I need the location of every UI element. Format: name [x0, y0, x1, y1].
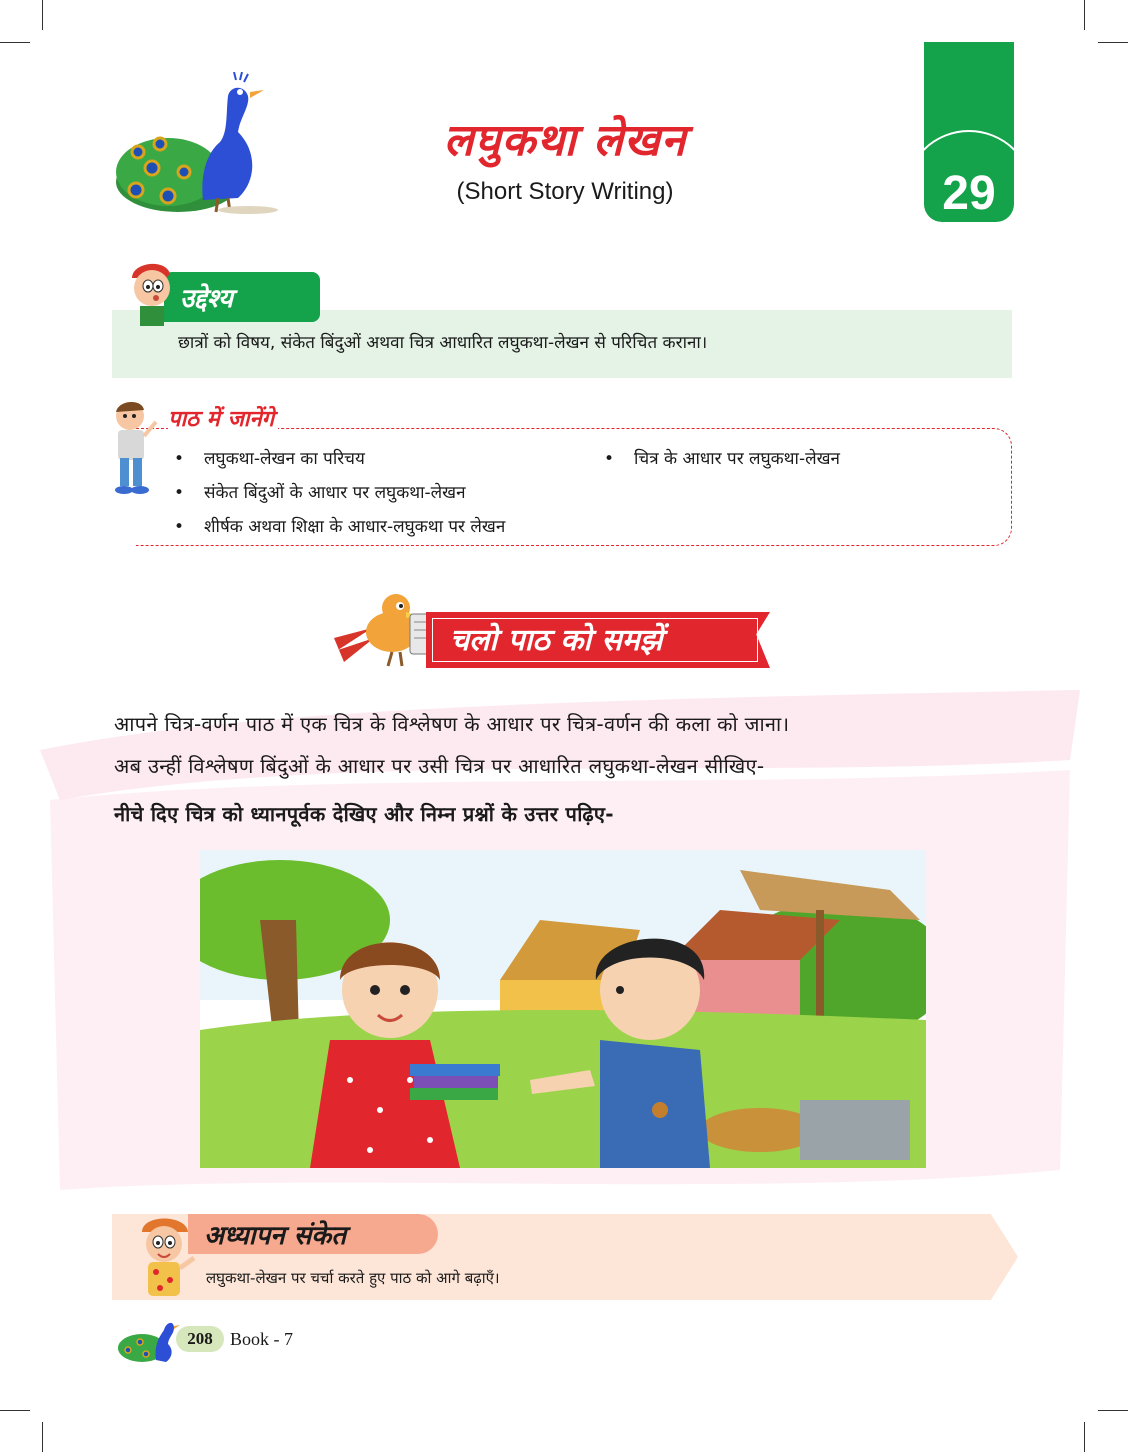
chapter-tab: [924, 42, 1014, 222]
body-paragraph-line: अब उन्हीं विश्लेषण बिंदुओं के आधार पर उसी चित्र पर आधारित लघुकथा-लेखन सीखिए-: [114, 754, 765, 778]
page-subtitle: (Short Story Writing): [456, 178, 674, 205]
learn-title: पाठ में जानेंगे: [168, 403, 278, 433]
book-label: Book - 7: [230, 1329, 293, 1349]
list-item-text: शीर्षक अथवा शिक्षा के आधार-लघुकथा पर लेखन: [204, 517, 506, 537]
crop-mark: [0, 42, 30, 43]
list-item-text: संकेत बिंदुओं के आधार पर लघुकथा-लेखन: [204, 483, 466, 503]
crop-mark: [1098, 1410, 1128, 1411]
crop-mark: [1098, 42, 1128, 43]
bullet-dot: •: [174, 483, 185, 503]
boy-waving-icon: [130, 1212, 200, 1298]
teaching-note-text: लघुकथा-लेखन पर चर्चा करते हुए पाठ को आगे बढ़ाएँ।: [206, 1269, 500, 1287]
list-item: [174, 446, 365, 469]
crop-mark: [42, 0, 43, 30]
list-item-text: चित्र के आधार पर लघुकथा-लेखन: [634, 449, 840, 469]
body-paragraph-line: आपने चित्र-वर्णन पाठ में एक चित्र के विश्लेषण के आधार पर चित्र-वर्णन की कला को जाना।: [114, 712, 790, 736]
crop-mark: [42, 1422, 43, 1452]
peacock-icon: [116, 1314, 182, 1364]
bullet-dot: •: [174, 517, 185, 537]
teaching-note-label: अध्यापन संकेत: [204, 1221, 347, 1251]
boy-mascot-icon: [126, 256, 178, 326]
objective-text: छात्रों को विषय, संकेत बिंदुओं अथवा चित्र आधारित लघुकथा-लेखन से परिचित कराना।: [178, 333, 708, 353]
bullet-dot: •: [174, 449, 185, 469]
page-title: लघुकथा लेखन: [443, 115, 687, 166]
chapter-number: 29: [942, 167, 996, 220]
boy-pointing-icon: [108, 396, 158, 496]
objective-label: उद्देश्य: [180, 284, 233, 314]
peacock-icon: [108, 72, 280, 218]
title-block: [340, 108, 790, 206]
list-item: [604, 446, 840, 469]
crop-mark: [1084, 0, 1085, 30]
list-item: [174, 514, 505, 537]
girl-giving-books-to-boy-illustration: [200, 850, 926, 1168]
body-instruction: नीचे दिए चित्र को ध्यानपूर्वक देखिए और निम्न प्रश्नों के उत्तर पढ़िए-: [114, 802, 614, 826]
page-number: 208: [176, 1326, 224, 1352]
crop-mark: [0, 1410, 30, 1411]
crop-mark: [1084, 1422, 1085, 1452]
list-item: [174, 480, 466, 503]
banner-title: चलो पाठ को समझें: [450, 623, 663, 658]
list-item-text: लघुकथा-लेखन का परिचय: [204, 449, 365, 469]
bullet-dot: •: [604, 449, 615, 469]
